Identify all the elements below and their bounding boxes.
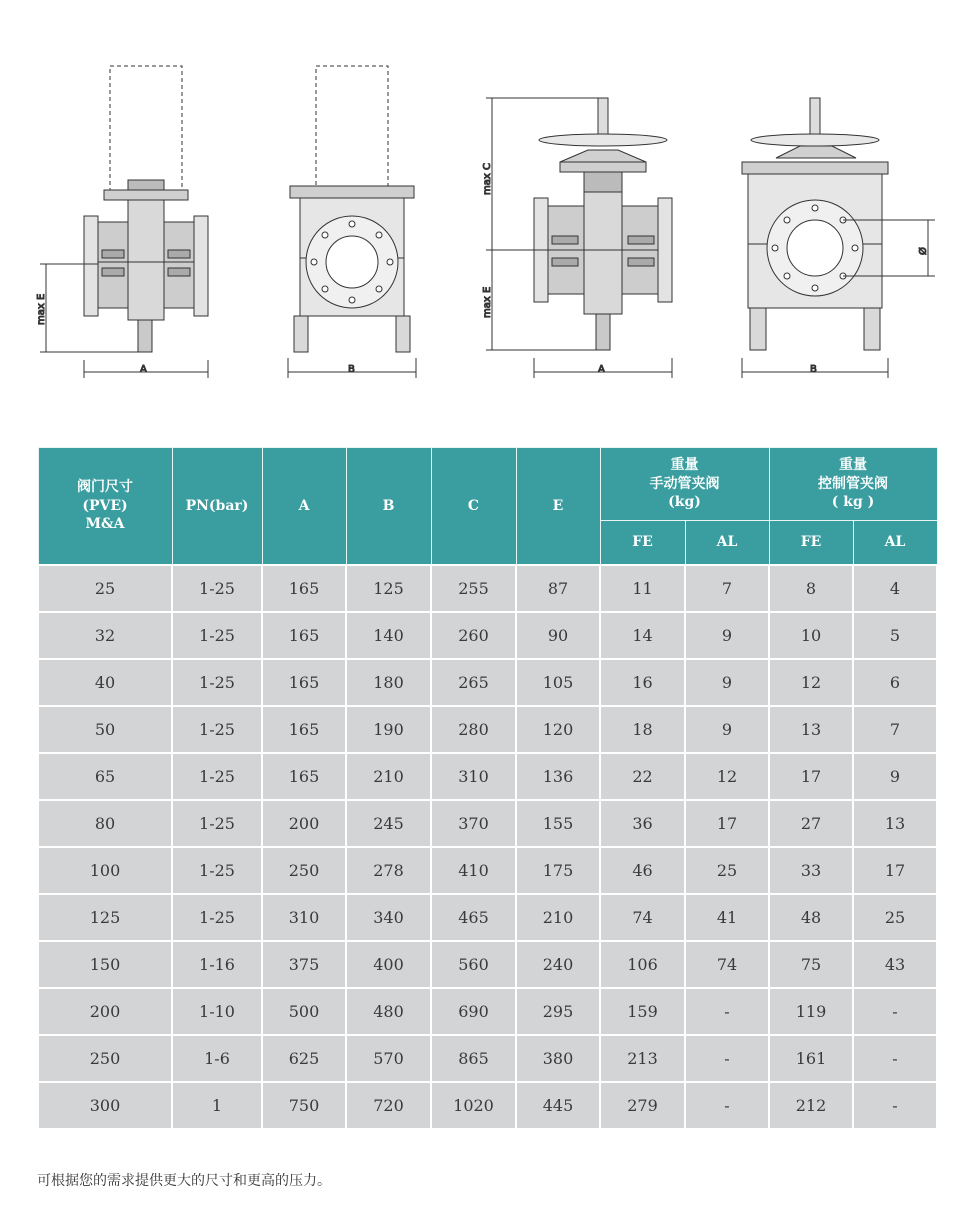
table-row — [38, 753, 937, 800]
table-cell: 210 — [516, 894, 600, 941]
table-cell: - — [853, 988, 937, 1035]
table-cell: 7 — [685, 565, 769, 612]
table-cell: 1020 — [431, 1082, 516, 1129]
table-cell: 465 — [431, 894, 516, 941]
table-cell: - — [853, 1035, 937, 1082]
table-cell: 300 — [38, 1082, 172, 1129]
table-cell: 570 — [346, 1035, 431, 1082]
header-a: A — [262, 448, 346, 566]
table-cell: 18 — [600, 706, 685, 753]
drawing-manual-side — [486, 98, 672, 378]
table-cell: 625 — [262, 1035, 346, 1082]
table-cell: 9 — [853, 753, 937, 800]
dim-label-diameter: Ø — [918, 247, 929, 255]
table-cell: 310 — [431, 753, 516, 800]
table-cell: 213 — [600, 1035, 685, 1082]
table-cell: 1-16 — [172, 941, 262, 988]
table-cell: 1-25 — [172, 753, 262, 800]
table-cell: 165 — [262, 753, 346, 800]
table-cell: 445 — [516, 1082, 600, 1129]
table-cell: 4 — [853, 565, 937, 612]
table-cell: 17 — [685, 800, 769, 847]
table-cell: 250 — [262, 847, 346, 894]
header-c: C — [431, 448, 516, 566]
table-cell: 240 — [516, 941, 600, 988]
table-row — [38, 659, 937, 706]
dim-label-max-e-2: max E — [482, 286, 493, 318]
table-cell: 750 — [262, 1082, 346, 1129]
table-cell: 210 — [346, 753, 431, 800]
table-cell: 136 — [516, 753, 600, 800]
table-cell: 22 — [600, 753, 685, 800]
table-cell: 125 — [38, 894, 172, 941]
table-cell: 1-25 — [172, 565, 262, 612]
header-e: E — [516, 448, 600, 566]
table-cell: 1-25 — [172, 847, 262, 894]
table-cell: 690 — [431, 988, 516, 1035]
header-valve-size: 阀门尺寸 (PVE) M&A — [38, 448, 172, 566]
table-cell: 80 — [38, 800, 172, 847]
table-cell: 43 — [853, 941, 937, 988]
table-row — [38, 941, 937, 988]
dim-label-b-1: B — [348, 364, 355, 375]
table-cell: 560 — [431, 941, 516, 988]
table-row — [38, 847, 937, 894]
table-cell: 280 — [431, 706, 516, 753]
table-cell: 17 — [853, 847, 937, 894]
table-cell: 140 — [346, 612, 431, 659]
table-cell: 17 — [769, 753, 853, 800]
table-row — [38, 1082, 937, 1129]
table-cell: 1-25 — [172, 894, 262, 941]
table-cell: 16 — [600, 659, 685, 706]
table-cell: 400 — [346, 941, 431, 988]
table-row — [38, 988, 937, 1035]
table-cell: 87 — [516, 565, 600, 612]
header-manual-fe: FE — [600, 521, 685, 566]
table-cell: 75 — [769, 941, 853, 988]
table-cell: 10 — [769, 612, 853, 659]
table-cell: 180 — [346, 659, 431, 706]
table-cell: 165 — [262, 612, 346, 659]
table-cell: 1-10 — [172, 988, 262, 1035]
header-manual-al: AL — [685, 521, 769, 566]
table-cell: 40 — [38, 659, 172, 706]
table-cell: 14 — [600, 612, 685, 659]
table-cell: 25 — [685, 847, 769, 894]
table-cell: 65 — [38, 753, 172, 800]
header-control-al: AL — [853, 521, 937, 566]
table-cell: 480 — [346, 988, 431, 1035]
header-weight-control: 重量 控制管夹阀 ( kg ) — [769, 448, 937, 521]
table-cell: 212 — [769, 1082, 853, 1129]
table-cell: 9 — [685, 659, 769, 706]
table-cell: 100 — [38, 847, 172, 894]
table-cell: 11 — [600, 565, 685, 612]
table-cell: 46 — [600, 847, 685, 894]
table-cell: - — [853, 1082, 937, 1129]
table-cell: 310 — [262, 894, 346, 941]
table-cell: 9 — [685, 706, 769, 753]
table-cell: 25 — [38, 565, 172, 612]
table-cell: 13 — [853, 800, 937, 847]
drawing-pneumatic-front — [288, 66, 416, 378]
table-cell: 250 — [38, 1035, 172, 1082]
table-cell: 1-25 — [172, 706, 262, 753]
table-body — [38, 565, 937, 1129]
table-cell: 25 — [853, 894, 937, 941]
dim-label-max-e-1: max E — [36, 293, 47, 325]
table-cell: 13 — [769, 706, 853, 753]
table-cell: 32 — [38, 612, 172, 659]
table-cell: 165 — [262, 659, 346, 706]
table-cell: 865 — [431, 1035, 516, 1082]
technical-drawings — [0, 0, 969, 400]
table-cell: 265 — [431, 659, 516, 706]
table-cell: 380 — [516, 1035, 600, 1082]
table-cell: 260 — [431, 612, 516, 659]
header-weight-manual: 重量 手动管夹阀 (kg) — [600, 448, 769, 521]
drawing-pneumatic-side — [40, 66, 208, 378]
table-cell: 1 — [172, 1082, 262, 1129]
dim-label-max-c: max C — [482, 163, 493, 195]
table-cell: 106 — [600, 941, 685, 988]
table-cell: 12 — [685, 753, 769, 800]
table-cell: 720 — [346, 1082, 431, 1129]
table-cell: 6 — [853, 659, 937, 706]
table-row — [38, 565, 937, 612]
table-cell: 340 — [346, 894, 431, 941]
table-cell: 105 — [516, 659, 600, 706]
footnote: 可根据您的需求提供更大的尺寸和更高的压力。 — [37, 1173, 331, 1189]
table-cell: 370 — [431, 800, 516, 847]
dim-label-a-1: A — [140, 364, 147, 375]
table-cell: 33 — [769, 847, 853, 894]
table-cell: 9 — [685, 612, 769, 659]
table-cell: 1-25 — [172, 612, 262, 659]
table-cell: 175 — [516, 847, 600, 894]
dim-label-b-2: B — [810, 364, 817, 375]
table-row — [38, 706, 937, 753]
table-cell: 245 — [346, 800, 431, 847]
table-row — [38, 612, 937, 659]
table-row — [38, 800, 937, 847]
table-cell: 74 — [600, 894, 685, 941]
header-pn: PN(bar) — [172, 448, 262, 566]
table-cell: 200 — [262, 800, 346, 847]
header-b: B — [346, 448, 431, 566]
header-control-fe: FE — [769, 521, 853, 566]
table-cell: 165 — [262, 706, 346, 753]
table-cell: 200 — [38, 988, 172, 1035]
dimension-table — [37, 447, 938, 1130]
dim-label-a-2: A — [598, 364, 605, 375]
table-cell: 295 — [516, 988, 600, 1035]
table-cell: 90 — [516, 612, 600, 659]
table-cell: 36 — [600, 800, 685, 847]
table-row — [38, 1035, 937, 1082]
table-cell: - — [685, 988, 769, 1035]
table-cell: 50 — [38, 706, 172, 753]
table-row — [38, 894, 937, 941]
table-cell: 8 — [769, 565, 853, 612]
table-cell: 74 — [685, 941, 769, 988]
table-cell: 375 — [262, 941, 346, 988]
table-cell: 120 — [516, 706, 600, 753]
table-cell: 1-25 — [172, 800, 262, 847]
drawing-manual-front — [742, 98, 935, 378]
table-cell: 155 — [516, 800, 600, 847]
table-cell: 500 — [262, 988, 346, 1035]
table-cell: 5 — [853, 612, 937, 659]
table-cell: 1-25 — [172, 659, 262, 706]
table-cell: 161 — [769, 1035, 853, 1082]
table-cell: 255 — [431, 565, 516, 612]
table-cell: 150 — [38, 941, 172, 988]
table-cell: 159 — [600, 988, 685, 1035]
table-cell: 125 — [346, 565, 431, 612]
table-cell: 1-6 — [172, 1035, 262, 1082]
table-cell: 41 — [685, 894, 769, 941]
table-cell: 165 — [262, 565, 346, 612]
table-cell: 279 — [600, 1082, 685, 1129]
table-cell: 48 — [769, 894, 853, 941]
table-cell: 278 — [346, 847, 431, 894]
table-cell: 27 — [769, 800, 853, 847]
table-cell: - — [685, 1082, 769, 1129]
table-cell: 119 — [769, 988, 853, 1035]
table-cell: - — [685, 1035, 769, 1082]
table-cell: 410 — [431, 847, 516, 894]
table-cell: 7 — [853, 706, 937, 753]
table-cell: 12 — [769, 659, 853, 706]
table-cell: 190 — [346, 706, 431, 753]
